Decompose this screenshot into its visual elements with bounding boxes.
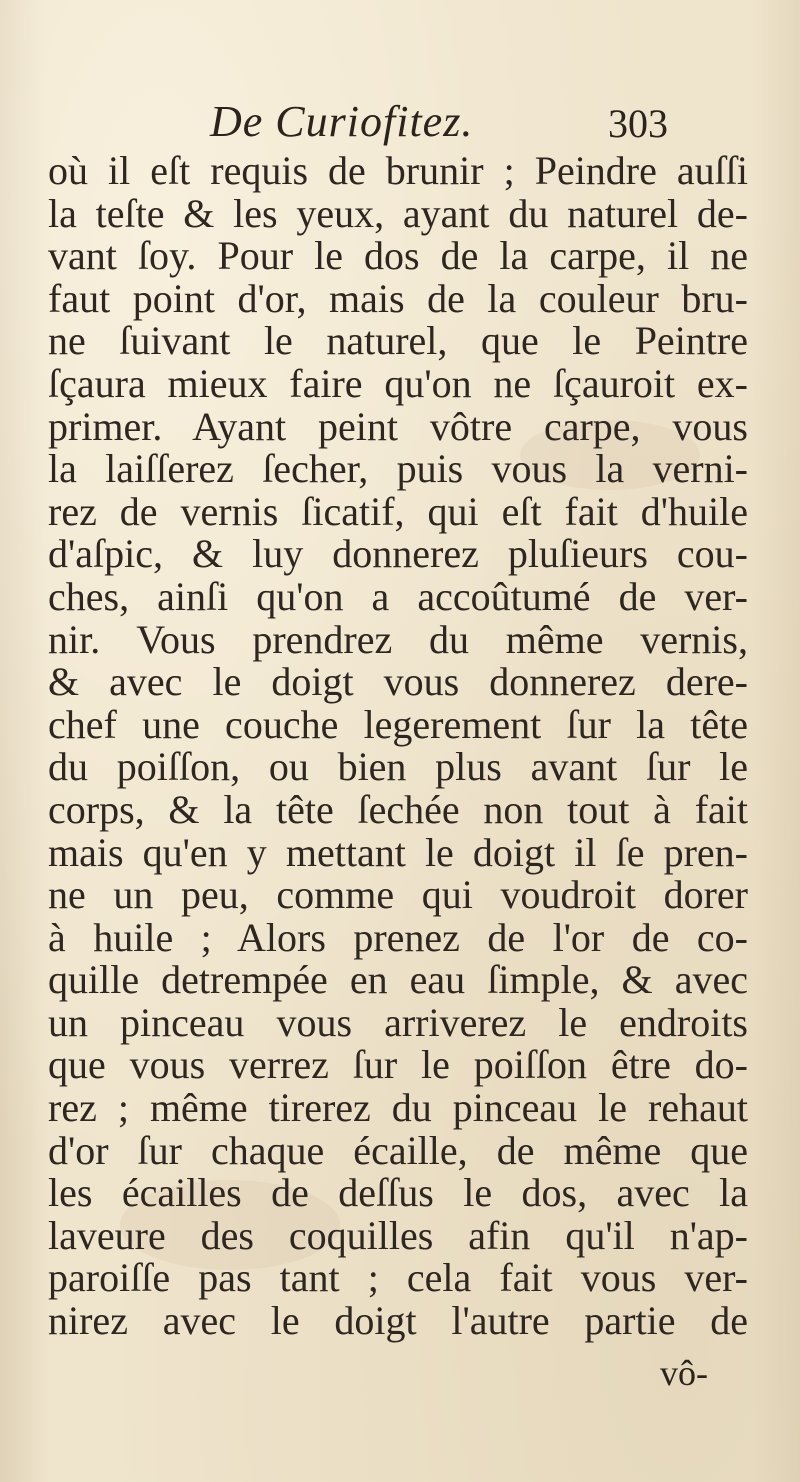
text-line: les écailles de deſſus le dos, avec la	[48, 1170, 748, 1216]
text-line: ne ſuivant le naturel, que le Peintre	[48, 318, 748, 364]
text-line: faut point d'or, mais de la couleur bru-	[48, 275, 748, 321]
text-line: & avec le doigt vous donnerez dere-	[48, 659, 748, 705]
text-line: rez de vernis ſicatif, qui eſt fait d'huile	[48, 488, 748, 534]
text-line: chef une couche legerement ſur la tête	[48, 701, 748, 747]
text-line: nir. Vous prendrez du même vernis,	[48, 616, 748, 662]
text-line: du poiſſon, ou bien plus avant ſur le	[48, 744, 748, 790]
text-line: mais qu'en y mettant le doigt il ſe pren-	[48, 829, 748, 875]
text-line: paroiſſe pas tant ; cela fait vous ver-	[48, 1255, 748, 1301]
running-title: De Curiofitez.	[210, 97, 474, 146]
text-line: à huile ; Alors prenez de l'or de co-	[48, 914, 748, 960]
text-line: rez ; même tirerez du pinceau le rehaut	[48, 1085, 748, 1131]
text-line: ne un peu, comme qui voudroit dorer	[48, 872, 748, 918]
text-line: d'aſpic, & luy donnerez pluſieurs cou-	[48, 531, 748, 577]
text-line: nirez avec le doigt l'autre partie de	[48, 1298, 748, 1344]
text-line: corps, & la tête ſechée non tout à fait	[48, 786, 748, 832]
text-line: où il eſt requis de brunir ; Peindre auſſi	[48, 148, 748, 193]
catchword: vô-	[660, 1353, 708, 1393]
text-line: un pinceau vous arriverez le endroits	[48, 999, 748, 1045]
page-number: 303	[608, 101, 668, 146]
text-line: vant ſoy. Pour le dos de la carpe, il ne	[48, 233, 748, 279]
text-line: la teſte & les yeux, ayant du naturel de-	[48, 190, 748, 236]
text-line: quille detrempée en eau ſimple, & avec	[48, 957, 748, 1003]
text-line: la laiſſerez ſecher, puis vous la verni-	[48, 446, 748, 492]
text-line: d'or ſur chaque écaille, de même que	[48, 1127, 748, 1173]
body-text	[48, 150, 748, 1343]
text-line: laveure des coquilles afin qu'il n'ap-	[48, 1212, 748, 1258]
text-line: primer. Ayant peint vôtre carpe, vous	[48, 403, 748, 449]
text-line: ches, ainſi qu'on a accoûtumé de ver-	[48, 573, 748, 619]
text-line: ſçaura mieux faire qu'on ne ſçauroit ex-	[48, 360, 748, 406]
text-line: que vous verrez ſur le poiſſon être do-	[48, 1042, 748, 1088]
